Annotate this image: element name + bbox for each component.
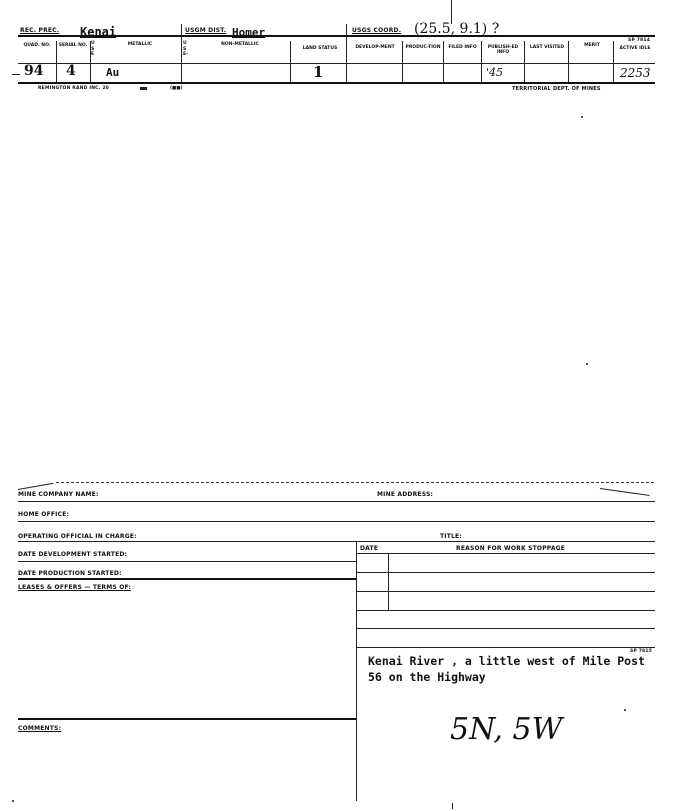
pen-stroke: [600, 488, 650, 496]
bottom-edge-mark: [452, 803, 453, 809]
location-line-2: 56 on the Highway: [368, 670, 486, 684]
rule: [356, 572, 655, 573]
speck: [581, 116, 583, 118]
printer-mark: [140, 87, 147, 90]
col-divider: [613, 41, 614, 82]
col-divider: [402, 41, 403, 82]
published-info-header: PUBLISH-ED INFO: [487, 45, 519, 55]
rule: [356, 628, 655, 629]
mine-company-label: MINE COMPANY NAME:: [18, 491, 99, 498]
col-divider: [346, 24, 347, 82]
form-number: SP 7814: [628, 38, 651, 43]
metallic-value: Au: [106, 66, 120, 79]
comments-label: COMMENTS:: [18, 725, 62, 732]
rec-prec-label: REC. PREC.: [20, 27, 60, 34]
form-number-2: SP 7815: [630, 649, 653, 654]
nonmetallic-header: NON-METALLIC: [221, 42, 259, 47]
operating-official-label: OPERATING OFFICIAL IN CHARGE:: [18, 533, 137, 540]
active-idle-value: 2253: [620, 66, 651, 80]
merit-header: MERIT: [584, 43, 600, 48]
printer-label: REMINGTON RAND INC. 20: [38, 86, 109, 91]
date-column-label: DATE: [360, 545, 379, 552]
row-tick: [12, 74, 20, 75]
metallic-header: METALLIC: [127, 42, 153, 47]
mine-address-label: MINE ADDRESS:: [377, 491, 434, 498]
header-top-rule: [18, 35, 655, 37]
handwritten-coordinates: 5N, 5W: [450, 712, 563, 747]
published-info-value: '45: [486, 66, 504, 79]
land-status-value: 1: [313, 63, 324, 81]
territorial-label: TERRITORIAL DEPT. OF MINES: [512, 86, 601, 92]
col-divider: [356, 541, 357, 641]
rule: [18, 541, 655, 542]
use-nonmetallic-header: U S E-: [183, 41, 188, 57]
col-divider: [524, 41, 525, 82]
reason-label: REASON FOR WORK STOPPAGE: [456, 545, 566, 552]
filed-info-header: FILED INFO: [448, 45, 477, 50]
rule: [18, 718, 356, 720]
usgm-dist-value: Homer: [232, 26, 266, 39]
land-status-header: LAND STATUS: [302, 46, 338, 51]
rule: [356, 610, 655, 611]
quad-no-value: 94: [24, 63, 44, 79]
rule: [356, 647, 655, 648]
date-production-label: DATE PRODUCTION STARTED:: [18, 570, 122, 577]
col-divider: [181, 24, 182, 82]
col-divider: [568, 41, 569, 82]
col-divider: [443, 41, 444, 82]
serial-no-value: 4: [66, 63, 76, 79]
usgs-coord-value: (25.5, 9.1) ?: [414, 21, 500, 37]
printer-mark-2: (■■): [170, 86, 183, 91]
leases-label: LEASES & OFFERS — TERMS OF:: [18, 584, 132, 591]
location-line-1: Kenai River , a little west of Mile Post: [368, 654, 645, 668]
rec-prec-value: Kenai: [80, 25, 117, 39]
quad-no-header: QUAD. NO.: [23, 43, 51, 48]
col-divider: [481, 41, 482, 82]
speck: [624, 709, 626, 711]
strike-mark: [18, 483, 54, 490]
rule: [356, 553, 655, 554]
col-divider: [356, 641, 357, 801]
header-bottom-rule: [18, 82, 655, 84]
serial-no-header: SERIAL NO.: [58, 43, 88, 48]
home-office-label: HOME OFFICE:: [18, 511, 70, 518]
header-mid-rule: [18, 63, 655, 64]
rule: [18, 578, 356, 580]
speck: [586, 363, 588, 365]
production-header: PRODUC-TION: [405, 45, 441, 50]
speck: [12, 800, 14, 802]
use-metallic-header: U S E: [91, 41, 95, 57]
cut-line: [56, 482, 654, 483]
rule: [18, 561, 356, 562]
col-divider: [290, 41, 291, 82]
date-divider: [388, 553, 389, 611]
usgm-dist-label: USGM DIST.: [185, 27, 227, 34]
rule: [18, 521, 655, 522]
development-header: DEVELOP-MENT: [355, 45, 395, 50]
last-visited-header: LAST VISITED: [529, 45, 565, 50]
title-label: TITLE:: [440, 533, 462, 540]
rule: [18, 501, 655, 502]
date-development-label: DATE DEVELOPMENT STARTED:: [18, 551, 128, 558]
rule: [356, 591, 655, 592]
active-idle-header: ACTIVE IDLE: [619, 46, 651, 51]
usgs-coord-label: USGS COORD.: [352, 27, 402, 34]
